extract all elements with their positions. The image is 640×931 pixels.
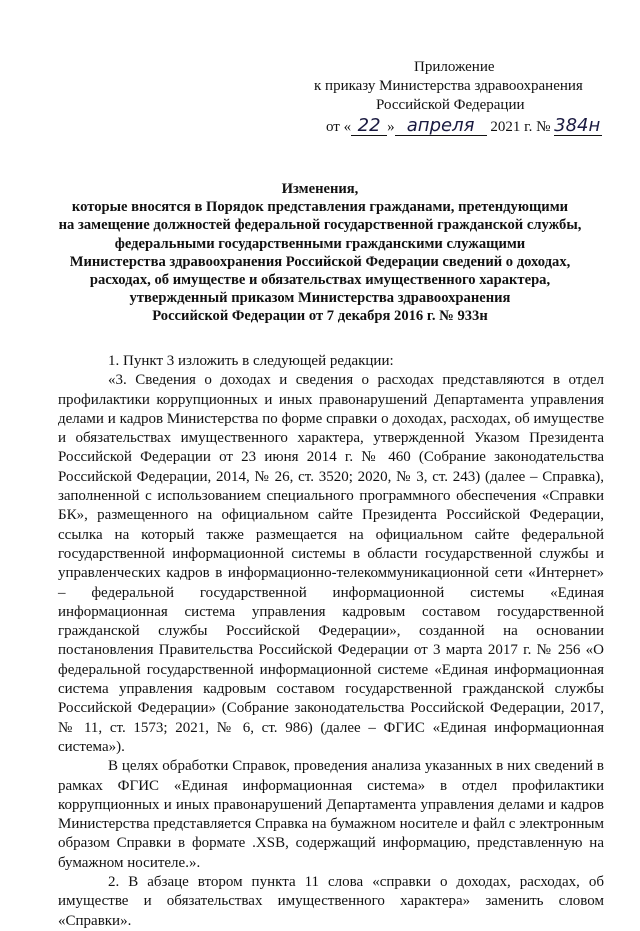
date-day: 22 [351, 116, 387, 136]
item-2: 2. В абзаце втором пункта 11 слова «справки о доходах, расходах, об имуществе и обязательствах имущественного характера» заменить словом «Справки». [58, 874, 604, 929]
title-line-6: расходах, об имуществе и обязательствах имущественного характера, [89, 272, 551, 289]
appendix-ministry: Российской Федерации [376, 97, 525, 113]
appendix-header [300, 58, 600, 137]
paragraph-1: «3. Сведения о доходах и сведения о расходах представляются в отдел профилактики коррупционных и иных правонарушений Департамента управления делами и кадров Министерства по форме справки о доходах, расходах, об имуществе и обязательствах имущественного характера, утвержденной Указом Президента Российской Федерации от 23 июня 2014 г. № 460 (Собрание законодательства Российской Федерации, 2014, № 26, ст. 3520; 2020, № 3, ст. 243) (далее – Справка), заполненной с использованием специального программного обеспечения «Справки БК», размещенного на официальном сайте Президента Российской Федерации, ссылка на который также размещается на официальном сайте федеральной государственной информационной системы в области государственной службы и управленческих кадров в информационно-телекоммуникационной сети «Интернет» – федеральной государственной информационной системы «Единая информационная система управления кадровым составом государственной гражданской службы Российской Федерации», созданной на основании постановления Правительства Российской Федерации от 3 марта 2017 г. № 256 «О федеральной государственной информационной системе «Единая информационная система управления кадровым составом государственной гражданской службы Российской Федерации» (Собрание законодательства Российской Федерации, 2017, № 11, ст. 1573; 2021, № 6, ст. 986) (далее – ФГИС «Единая информационная система»). [58, 372, 604, 755]
title-line-2: которые вносятся в Порядок представления гражданами, претендующими [71, 199, 569, 216]
document-body [58, 352, 604, 931]
paragraph-2: В целях обработки Справок, проведения анализа указанных в них сведений в рамках ФГИС «Единая информационная система» в отдел профилактики коррупционных и иных правонарушений Департамента управления делами и кадров Министерства представляется Справка на бумажном носителе и файл с электронным образом Справки в формате .XSB, содержащий информацию, представленную на бумажном носителе.». [58, 758, 604, 871]
appendix-title: Приложение [414, 59, 495, 75]
date-year: 2021 г. № [490, 119, 551, 135]
title-line-3: на замещение должностей федеральной государственной гражданской службы, [58, 217, 582, 234]
date-close-quote: » [387, 119, 395, 135]
document-title [40, 180, 600, 326]
item-1: 1. Пункт 3 изложить в следующей редакции: [108, 353, 394, 369]
title-line-1: Изменения, [281, 181, 359, 197]
date-prefix: от « [326, 119, 352, 135]
title-line-5: Министерства здравоохранения Российской Федерации сведений о доходах, [69, 253, 571, 270]
order-number: 384н [554, 115, 601, 136]
appendix-date-line [300, 116, 600, 137]
title-line-7: утвержденный приказом Министерства здравоохранения [129, 290, 511, 307]
title-line-4: федеральными государственными гражданскими служащими [114, 235, 526, 252]
title-line-8: Российской Федерации от 7 декабря 2016 г. № 933н [152, 308, 488, 325]
date-month: апреля [395, 116, 487, 136]
appendix-order-ref: к приказу Министерства здравоохранения [314, 78, 583, 94]
